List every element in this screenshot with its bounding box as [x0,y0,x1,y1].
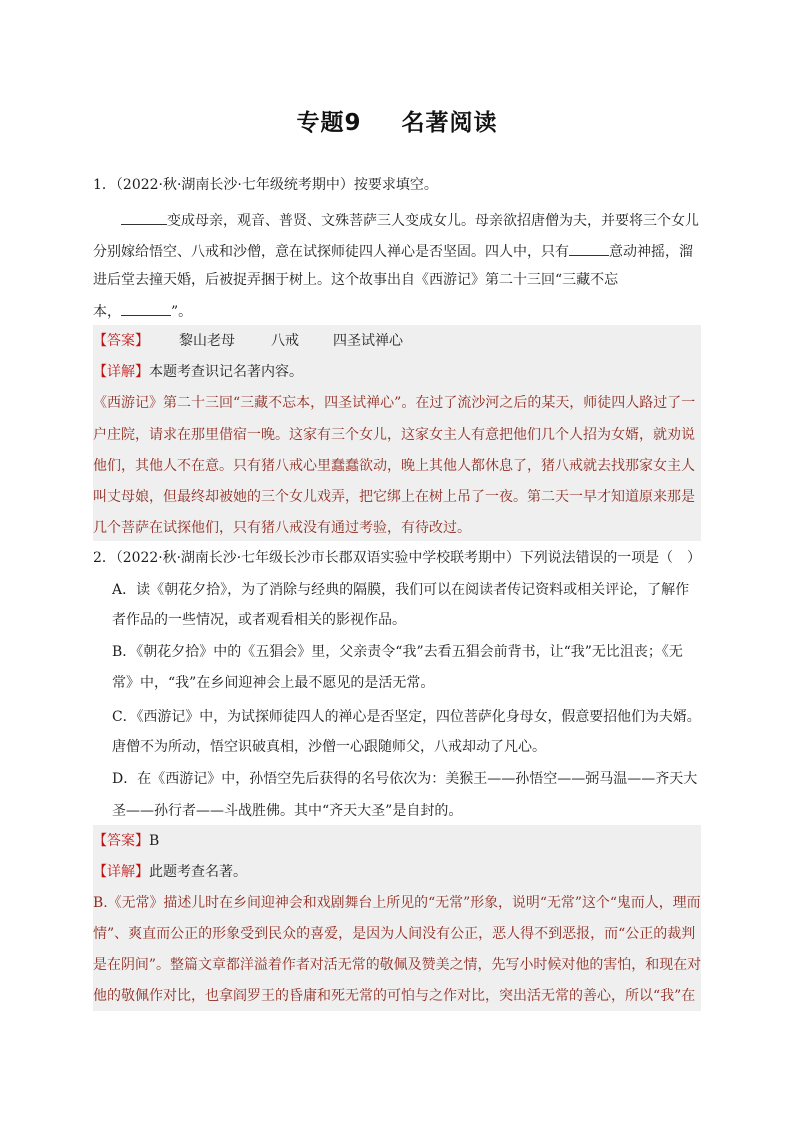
q2-answer-line [93,831,159,851]
title-main: 专题9 [296,110,362,136]
q2-heading: 2．（2022·秋·湖南长沙·七年级长沙市长郡双语实验中学校联考期中）下列说法错误的一项是（ ） [93,550,701,566]
q2-answer-box [93,825,701,1011]
q1-blank-2[interactable] [569,240,609,256]
q1-heading: 1．（2022·秋·湖南长沙·七年级统考期中）按要求填空。 [93,177,438,193]
q1-detail-line-2: 户庄院，请求在那里借宿一晚。这家有三个女儿，这家女主人有意把他们几个人招为女婿，就劝说 [93,427,695,443]
q2-option-a-line-2: 者作品的一些情况，或者观看相关的影视作品。 [112,612,406,628]
q2-detail-line-3: 是在阴间”。整篇文章都洋溢着作者对活无常的敬佩及赞美之情，先写小时候对他的害怕，和现在对 [93,957,702,973]
q1-answer-label: 【答案】 [93,333,149,349]
q2-option-c-line-2: 唐僧不为所动，悟空识破真相，沙僧一心跟随师父，八戒却动了凡心。 [112,739,546,755]
q2-option-d-line-1[interactable]: D．在《西游记》中，孙悟空先后获得的名号依次为：美猴王——孙悟空——弼马温——齐天大 [112,771,698,787]
q1-text-line-1: 变成母亲，观音、普贤、文殊菩萨三人变成女儿。母亲欲招唐僧为夫，并要将三个女儿 [121,209,699,231]
q1-text-line-3: 进后堂去撞天婚，后被捉弄捆于树上。这个故事出自《西游记》第二十三回“三藏不忘 [93,272,619,288]
q2-detail-line-2: 情”、爽直而公正的形象受到民众的喜爱，是因为人间没有公正，恶人得不到恶报，而“公正的裁判 [93,926,696,942]
q1-text-line-4: 本， ”。 [93,300,192,322]
page-title [0,104,794,137]
q2-detail-label: 【详解】 [93,864,149,880]
q1-answer-3: 四圣试禅心 [333,333,403,349]
q2-option-c-line-1[interactable]: C．《西游记》中，为试探师徒四人的禅心是否坚定，四位菩萨化身母女，假意要招他们为夫婿。 [112,709,701,725]
q2-answer-label: 【答案】 [93,833,149,849]
q1-detail-line-1: 《西游记》第二十三回“三藏不忘本，四圣试禅心”。在过了流沙河之后的某天，师徒四人路过了一 [93,395,696,411]
q1-blank-1[interactable] [121,209,167,225]
q2-option-b-line-1[interactable]: B．《朝花夕拾》中的《五猖会》里，父亲责令“我”去看五猖会前背书，让“我”无比沮丧；《无 [112,644,683,660]
q2-option-a-line-1[interactable]: A．读《朝花夕拾》，为了消除与经典的隔膜，我们可以在阅读者传记资料或相关评论，了解作 [112,582,690,598]
q1-detail-line-4: 叫丈母娘，但最终却被她的三个女儿戏弄，把它绑上在树上吊了一夜。第二天一早才知道原来那是 [93,489,695,505]
q1-answer-1: 黎山老母 [179,333,235,349]
q1-text-line-2: 分别嫁给悟空、八戒和沙僧，意在试探师徒四人禅心是否坚固。四人中，只有 意动神摇，溜 [93,240,693,262]
q1-detail-line-3: 他们，其他人不在意。只有猪八戒心里蠢蠢欲动，晚上其他人都休息了，猪八戒就去找那家女主人 [93,458,695,474]
q1-detail-heading: 【详解】本题考查识记名著内容。 [93,364,303,380]
q1-answer-line [93,331,403,351]
q2-option-d-line-2: 圣——孙行者——斗战胜佛。其中“齐天大圣”是自封的。 [112,803,463,819]
q1-detail-line-5: 几个菩萨在试探他们，只有猪八戒没有通过考验，有待改过。 [93,520,471,536]
q2-answer-value: B [149,833,160,849]
q1-answer-2: 八戒 [271,333,299,349]
q1-detail-label: 【详解】 [93,364,149,380]
q1-blank-3[interactable] [121,300,171,316]
q2-option-b-line-2: 常》中，“我”在乡间迎神会上最不愿见的是活无常。 [112,675,435,691]
q2-detail-line-1: B.《无常》描述儿时在乡间迎神会和戏剧舞台上所见的“无常”形象，说明“无常”这个“鬼而人，理而 [93,895,701,911]
q2-detail-line-4: 他的敬佩作对比，也拿阎罗王的昏庸和死无常的可怕与之作对比，突出活无常的善心，所以“我”在 [93,988,696,1004]
title-sub: 名著阅读 [401,110,498,136]
q2-detail-heading: 【详解】此题考查名著。 [93,864,247,880]
